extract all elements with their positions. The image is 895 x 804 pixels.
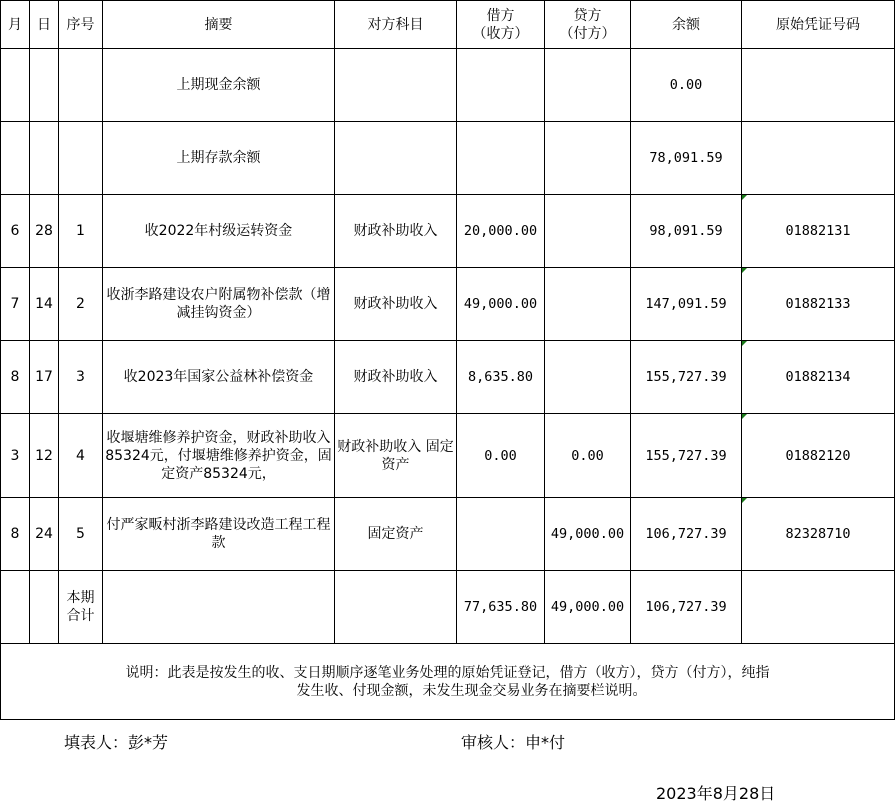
cell-debit: 49,000.00 bbox=[457, 268, 545, 341]
cell-credit bbox=[545, 341, 631, 414]
cell-balance: 106,727.39 bbox=[631, 498, 742, 571]
opening-cash-balance: 0.00 bbox=[631, 49, 742, 122]
cell-debit: 20,000.00 bbox=[457, 195, 545, 268]
cell-seq: 4 bbox=[59, 414, 103, 498]
cell-voucher: 82328710 bbox=[742, 498, 895, 571]
cell-month: 7 bbox=[1, 268, 30, 341]
opening-deposit-balance: 78,091.59 bbox=[631, 122, 742, 195]
cell-voucher: 01882134 bbox=[742, 341, 895, 414]
total-debit: 77,635.80 bbox=[457, 571, 545, 644]
cell-balance: 147,091.59 bbox=[631, 268, 742, 341]
cell-day: 17 bbox=[30, 341, 59, 414]
cell-balance: 155,727.39 bbox=[631, 414, 742, 498]
cell-voucher: 01882131 bbox=[742, 195, 895, 268]
cell-balance: 98,091.59 bbox=[631, 195, 742, 268]
header-row bbox=[1, 1, 895, 49]
cell-credit bbox=[545, 268, 631, 341]
cell-month: 3 bbox=[1, 414, 30, 498]
header-voucher: 原始凭证号码 bbox=[742, 1, 895, 49]
header-debit-line1: 借方 bbox=[486, 7, 515, 24]
total-row bbox=[1, 571, 895, 644]
cell-month: 8 bbox=[1, 341, 30, 414]
cell-voucher: 01882133 bbox=[742, 268, 895, 341]
header-debit-line2: （收方） bbox=[472, 25, 529, 42]
reviewer-label: 审核人：申*付 bbox=[461, 733, 566, 752]
table-row bbox=[1, 268, 895, 341]
table-row bbox=[1, 195, 895, 268]
cell-seq: 2 bbox=[59, 268, 103, 341]
header-debit bbox=[457, 1, 545, 49]
header-month: 月 bbox=[1, 1, 30, 49]
cell-summary: 付严家畈村浙李路建设改造工程工程款 bbox=[103, 498, 335, 571]
cell-account: 固定资产 bbox=[335, 498, 457, 571]
cell-day: 28 bbox=[30, 195, 59, 268]
header-seq: 序号 bbox=[59, 1, 103, 49]
header-account: 对方科目 bbox=[335, 1, 457, 49]
cell-credit: 49,000.00 bbox=[545, 498, 631, 571]
note-line1: 说明：此表是按发生的收、支日期顺序逐笔业务处理的原始凭证登记，借方（收方），贷方（付方），纯指 bbox=[125, 664, 770, 681]
table-row bbox=[1, 341, 895, 414]
cell-month: 6 bbox=[1, 195, 30, 268]
cell-summary: 收浙李路建设农户附属物补偿款（增减挂钩资金） bbox=[103, 268, 335, 341]
report-date: 2023年8月28日 bbox=[656, 784, 776, 803]
opening-deposit-summary: 上期存款余额 bbox=[103, 122, 335, 195]
cell-credit: 0.00 bbox=[545, 414, 631, 498]
cell-account: 财政补助收入 bbox=[335, 268, 457, 341]
cell-seq: 5 bbox=[59, 498, 103, 571]
header-balance: 余额 bbox=[631, 1, 742, 49]
opening-row-cash bbox=[1, 49, 895, 122]
total-credit: 49,000.00 bbox=[545, 571, 631, 644]
total-balance: 106,727.39 bbox=[631, 571, 742, 644]
cell-balance: 155,727.39 bbox=[631, 341, 742, 414]
cell-seq: 1 bbox=[59, 195, 103, 268]
cell-debit bbox=[457, 498, 545, 571]
cell-debit: 0.00 bbox=[457, 414, 545, 498]
header-credit-line1: 贷方 bbox=[573, 7, 602, 24]
cell-day: 14 bbox=[30, 268, 59, 341]
note-line2: 发生收、付现金额，未发生现金交易业务在摘要栏说明。 bbox=[296, 682, 647, 699]
header-summary: 摘要 bbox=[103, 1, 335, 49]
cell-debit: 8,635.80 bbox=[457, 341, 545, 414]
cell-account: 财政补助收入 固定资产 bbox=[335, 414, 457, 498]
cell-month: 8 bbox=[1, 498, 30, 571]
cell-voucher: 01882120 bbox=[742, 414, 895, 498]
header-day: 日 bbox=[30, 1, 59, 49]
cell-day: 24 bbox=[30, 498, 59, 571]
header-credit bbox=[545, 1, 631, 49]
preparer-label: 填表人：彭*芳 bbox=[64, 733, 169, 752]
table-row bbox=[1, 498, 895, 571]
cell-day: 12 bbox=[30, 414, 59, 498]
header-credit-line2: （付方） bbox=[559, 25, 616, 42]
total-label: 本期合计 bbox=[59, 571, 103, 644]
note-row bbox=[1, 644, 895, 720]
opening-row-deposit bbox=[1, 122, 895, 195]
cell-summary: 收2023年国家公益林补偿资金 bbox=[103, 341, 335, 414]
note-cell bbox=[1, 644, 895, 720]
cell-seq: 3 bbox=[59, 341, 103, 414]
cell-account: 财政补助收入 bbox=[335, 195, 457, 268]
cell-account: 财政补助收入 bbox=[335, 341, 457, 414]
cell-summary: 收堰塘维修养护资金，财政补助收入85324元，付堰塘维修养护资金，固定资产85324元， bbox=[103, 414, 335, 498]
cell-summary: 收2022年村级运转资金 bbox=[103, 195, 335, 268]
table-row bbox=[1, 414, 895, 498]
cell-credit bbox=[545, 195, 631, 268]
opening-cash-summary: 上期现金余额 bbox=[103, 49, 335, 122]
